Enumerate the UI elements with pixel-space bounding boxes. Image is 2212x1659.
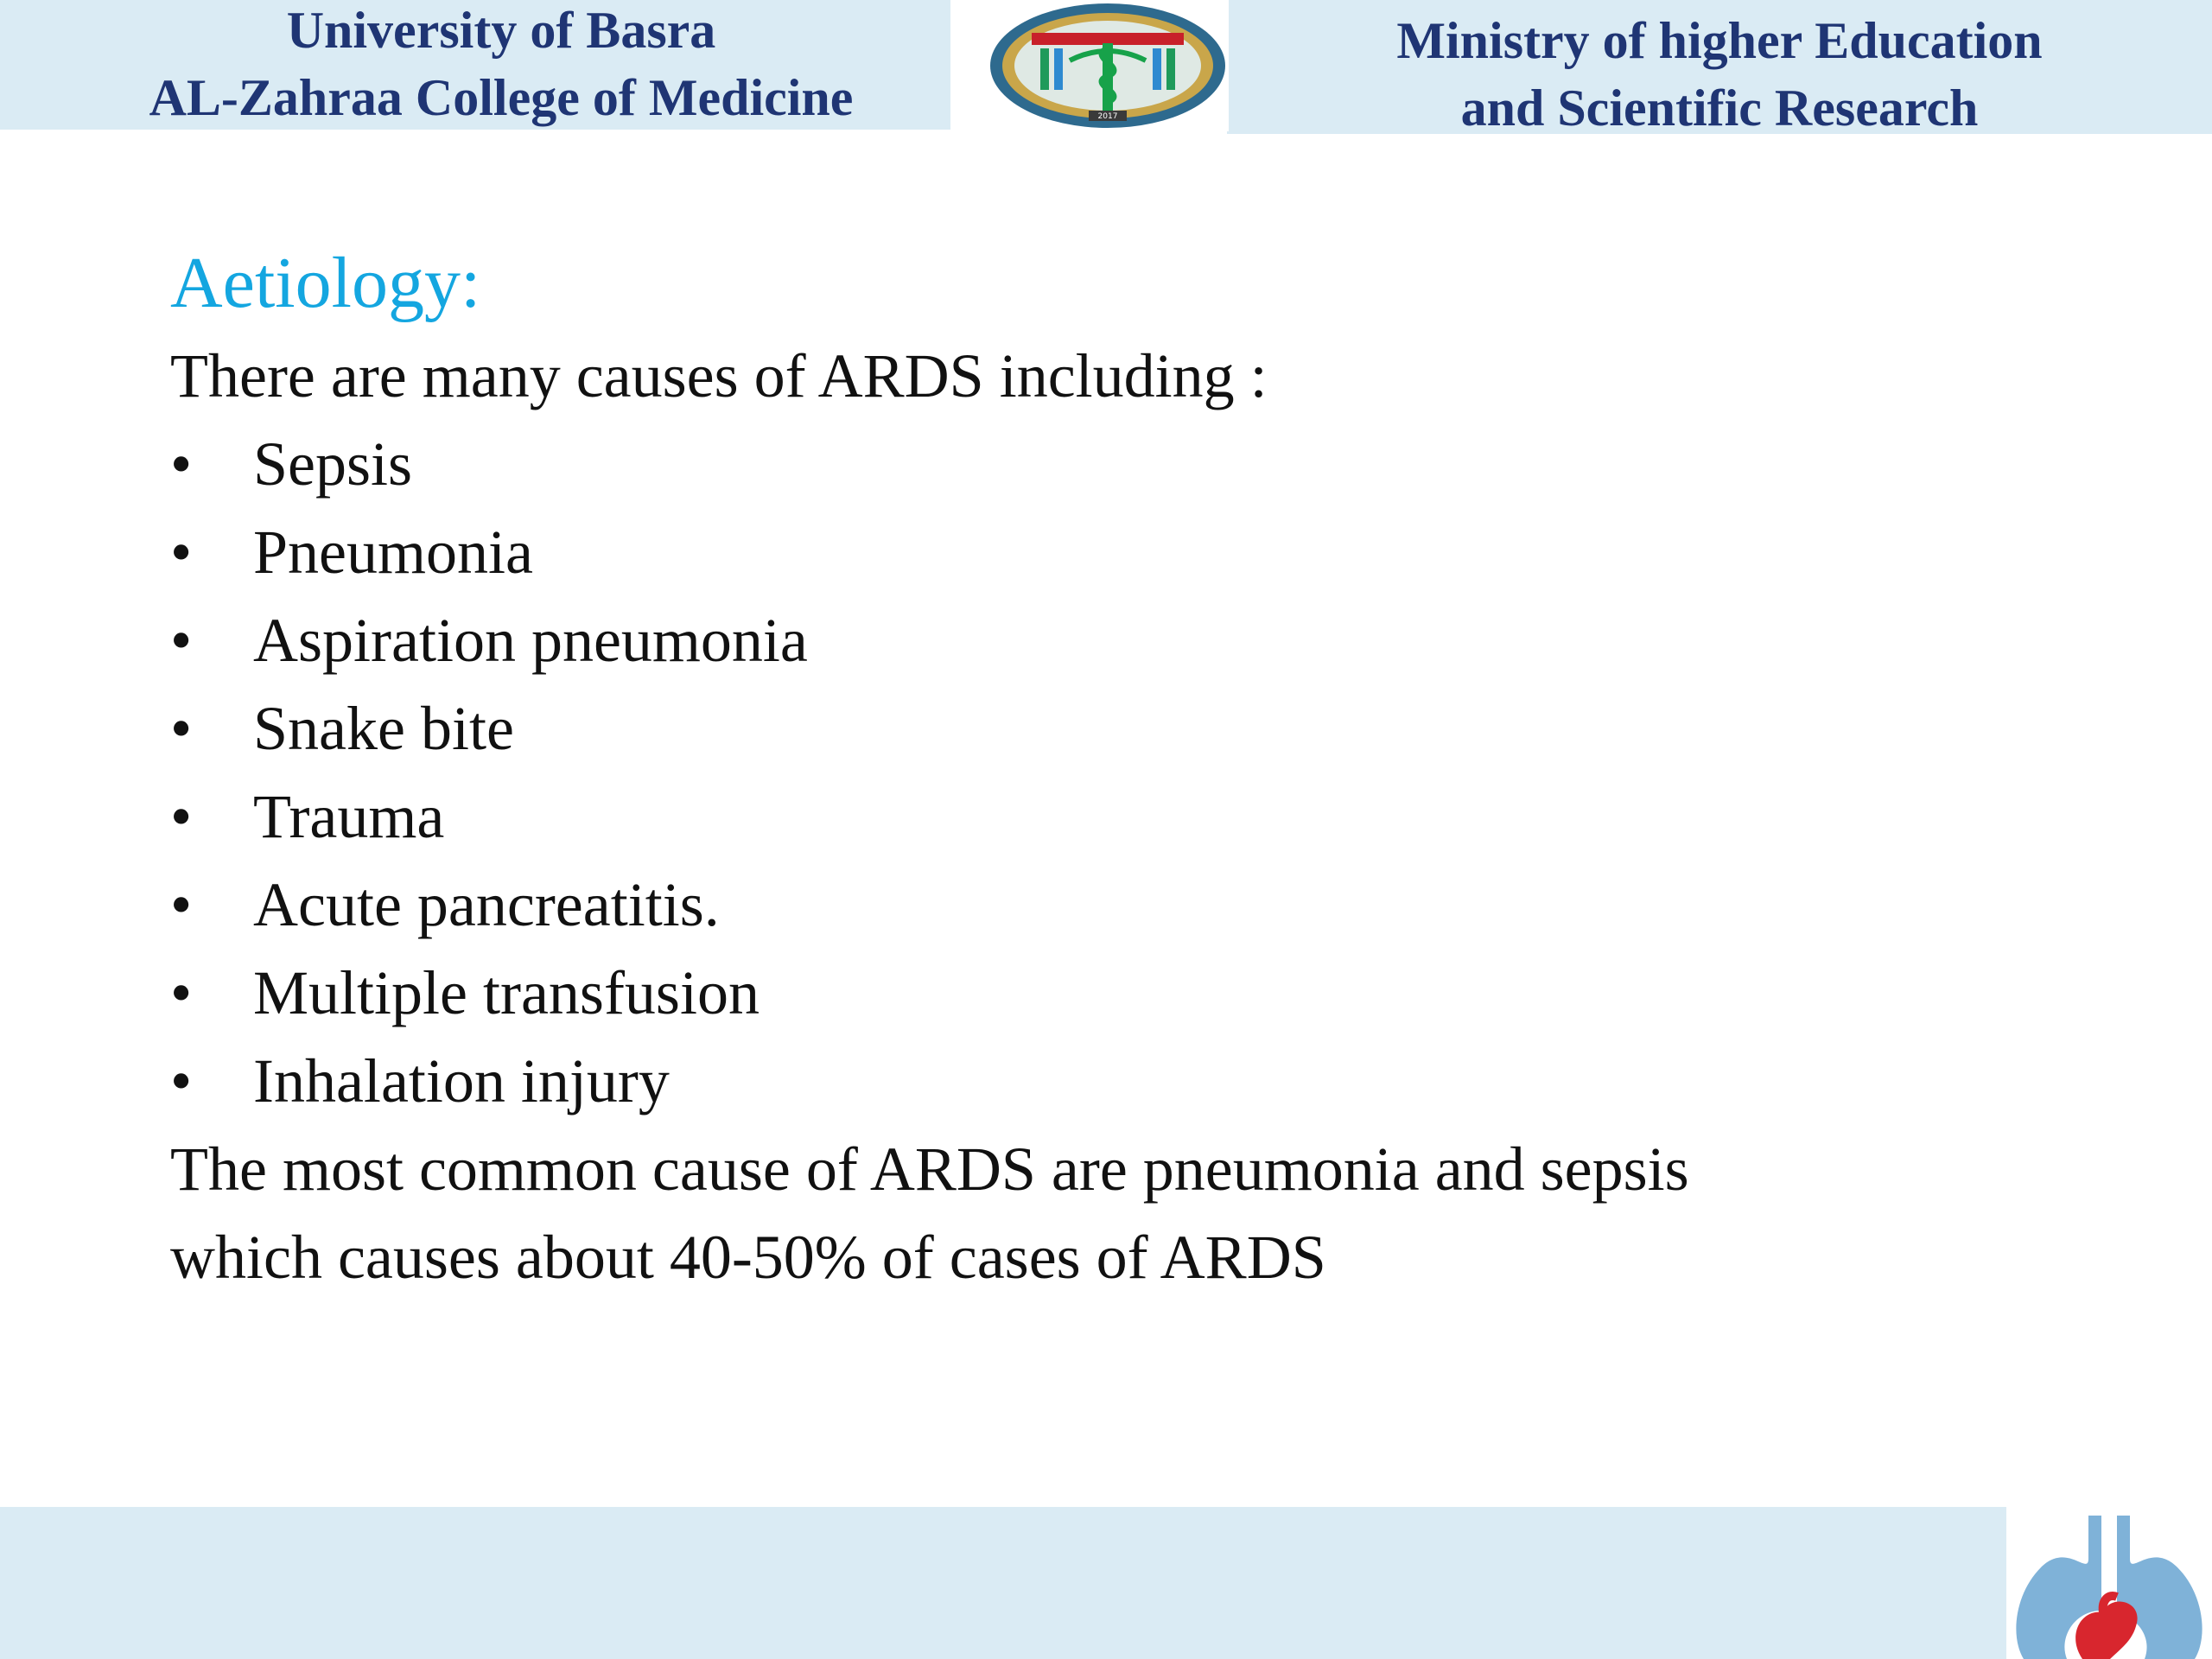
list-item-text: Multiple transfusion xyxy=(253,958,760,1027)
list-item xyxy=(170,772,2114,861)
bullet-icon: • xyxy=(170,782,193,851)
list-item-text: Aspiration pneumonia xyxy=(253,606,808,675)
list-item xyxy=(170,420,2114,508)
list-item-text: Sepsis xyxy=(253,429,413,499)
bullet-icon: • xyxy=(170,429,193,499)
university-line-2: AL-Zahraa College of Medicine xyxy=(149,69,854,126)
lungs-heart-icon xyxy=(2006,1507,2212,1659)
seal-year: 2017 xyxy=(1097,112,1118,121)
slide-content xyxy=(170,235,2114,1301)
intro-text: There are many causes of ARDS including : xyxy=(170,341,1268,410)
ministry-name xyxy=(1227,7,2212,142)
college-seal-logo xyxy=(987,0,1229,131)
bullet-icon: • xyxy=(170,958,193,1027)
list-item xyxy=(170,861,2114,949)
bullet-icon: • xyxy=(170,1046,193,1116)
bullet-icon: • xyxy=(170,518,193,587)
footer-band xyxy=(0,1507,2006,1659)
bullet-icon: • xyxy=(170,606,193,675)
conclusion-line-2: which causes about 40-50% of cases of ARDS xyxy=(170,1223,1326,1292)
bullet-icon: • xyxy=(170,694,193,763)
list-item xyxy=(170,949,2114,1037)
ministry-line-2: and Scientific Research xyxy=(1460,79,1979,137)
university-name xyxy=(0,0,1002,131)
bullet-icon: • xyxy=(170,870,193,939)
university-line-1: University of Basra xyxy=(286,2,716,59)
list-item-text: Trauma xyxy=(253,782,445,851)
conclusion-line-1: The most common cause of ARDS are pneumonia and sepsis xyxy=(170,1135,1689,1204)
list-item-text: Snake bite xyxy=(253,694,514,763)
list-item xyxy=(170,684,2114,772)
list-item-text: Acute pancreatitis. xyxy=(253,870,720,939)
list-item xyxy=(170,596,2114,684)
causes-list xyxy=(170,420,2114,1125)
slide-heading: Aetiology: xyxy=(170,243,481,323)
list-item xyxy=(170,1037,2114,1125)
ministry-line-1: Ministry of higher Education xyxy=(1396,12,2043,69)
list-item-text: Pneumonia xyxy=(253,518,533,587)
list-item xyxy=(170,508,2114,596)
list-item-text: Inhalation injury xyxy=(253,1046,670,1116)
